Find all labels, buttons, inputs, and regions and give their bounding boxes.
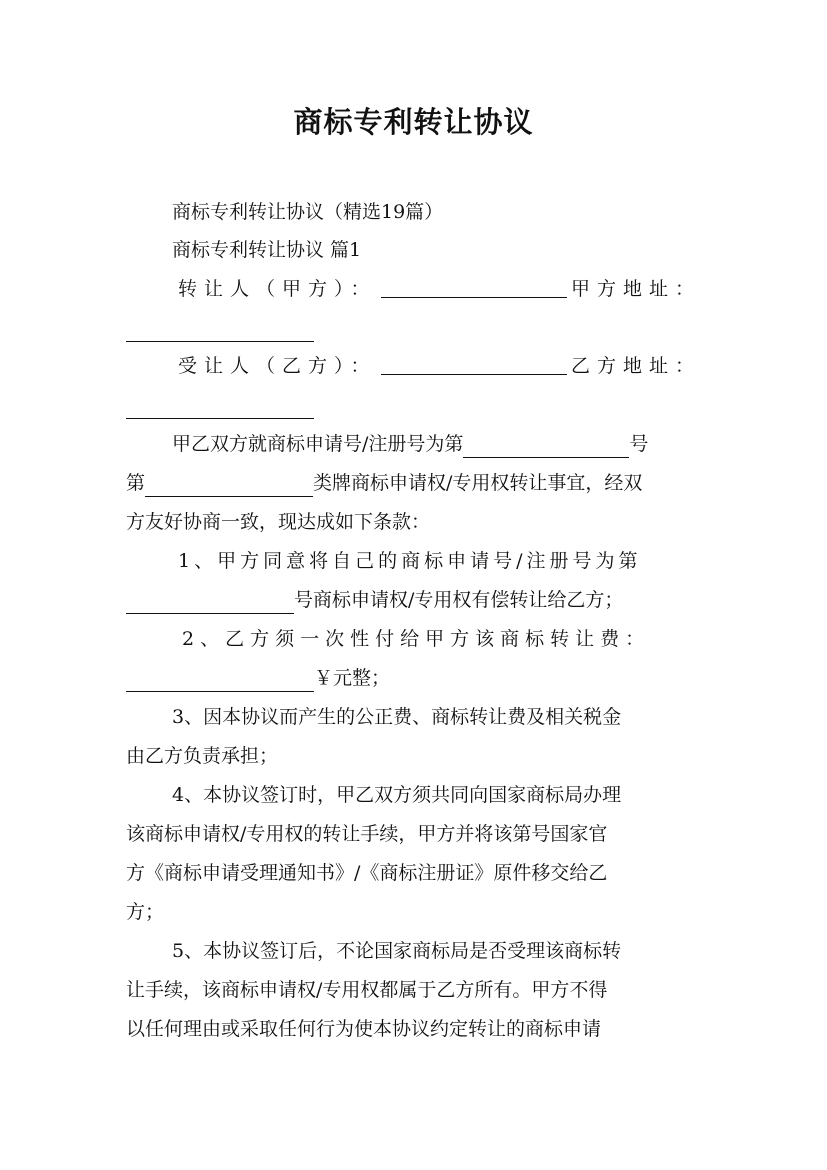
item5-line3 [126, 1015, 701, 1043]
item2-line2 [126, 664, 701, 692]
transfer-fee-blank [126, 669, 314, 692]
item1-text-b: 号商标申请权/专用权有偿转让给乙方； [294, 589, 624, 611]
para1-text-a: 甲乙双方就商标申请号/注册号为第 [172, 433, 464, 455]
section-heading: 商标专利转让协议 篇1 [172, 239, 362, 261]
party-b-address-label: 乙方地址： [570, 355, 701, 377]
item5-text-a: 5、本协议签订后，不论国家商标局是否受理该商标转 [172, 940, 622, 962]
item1-line2 [126, 586, 701, 614]
party-a-line [126, 275, 701, 303]
party-b-name-blank [381, 352, 567, 375]
para1-text-e: 方友好协商一致，现达成如下条款： [126, 511, 431, 533]
subtitle-line [126, 198, 701, 226]
item1-text-a: 1、甲方同意将自己的商标申请号/注册号为第 [178, 550, 642, 572]
item2-text-b: ￥元整； [314, 667, 391, 689]
trademark-class-blank [145, 474, 313, 497]
item3-line1 [126, 703, 701, 731]
item5-line1 [126, 937, 701, 965]
item5-line2 [126, 976, 701, 1004]
item4-line4 [126, 898, 701, 926]
item4-text-a: 4、本协议签订时，甲乙双方须共同向国家商标局办理 [172, 784, 622, 806]
item4-text-c: 方《商标申请受理通知书》/《商标注册证》原件移交给乙 [126, 862, 608, 884]
item2-line1 [126, 625, 701, 653]
party-a-name-blank [381, 275, 567, 298]
section-heading-line [126, 236, 701, 264]
party-a-row [126, 275, 701, 303]
item3-text-b: 由乙方负责承担； [126, 745, 279, 767]
item3-text-a: 3、因本协议而产生的公正费、商标转让费及相关税金 [172, 706, 622, 728]
party-b-line [126, 352, 701, 380]
subtitle: 商标专利转让协议（精选19篇） [172, 201, 444, 223]
item4-text-d: 方； [126, 901, 165, 923]
item1-line1 [126, 547, 701, 575]
trademark-number-blank [463, 435, 629, 458]
para1-line3 [126, 508, 701, 536]
item4-line3 [126, 859, 701, 887]
document-title: 商标专利转让协议 [293, 105, 534, 139]
para1-text-d: 类牌商标申请权/专用权转让事宜，经双 [313, 472, 643, 494]
item4-line2 [126, 820, 701, 848]
party-b-address-line [126, 391, 701, 419]
para1-line2 [126, 469, 701, 497]
party-b-address-blank [126, 396, 314, 419]
item4-text-b: 该商标申请权/专用权的转让手续，甲方并将该第号国家官 [126, 823, 608, 845]
party-a-address-label: 甲方地址： [570, 278, 701, 300]
party-b-label: 受让人（乙方）： [178, 355, 377, 377]
item1-number-blank [126, 591, 294, 614]
party-a-address-blank [126, 319, 314, 342]
item4-line1 [126, 781, 701, 809]
party-a-label: 转让人（甲方）： [178, 278, 377, 300]
item5-text-c: 以任何理由或采取任何行为使本协议约定转让的商标申请 [126, 1018, 602, 1040]
party-b-row [126, 352, 701, 380]
item5-text-b: 让手续，该商标申请权/专用权都属于乙方所有。甲方不得 [126, 979, 608, 1001]
item2-text-a: 2、乙方须一次性付给甲方该商标转让费： [182, 628, 651, 650]
para1-line1 [126, 430, 701, 458]
para1-text-c: 第 [126, 472, 146, 494]
item3-line2 [126, 742, 701, 770]
party-a-address-line [126, 314, 701, 342]
para1-text-b: 号 [629, 433, 649, 455]
